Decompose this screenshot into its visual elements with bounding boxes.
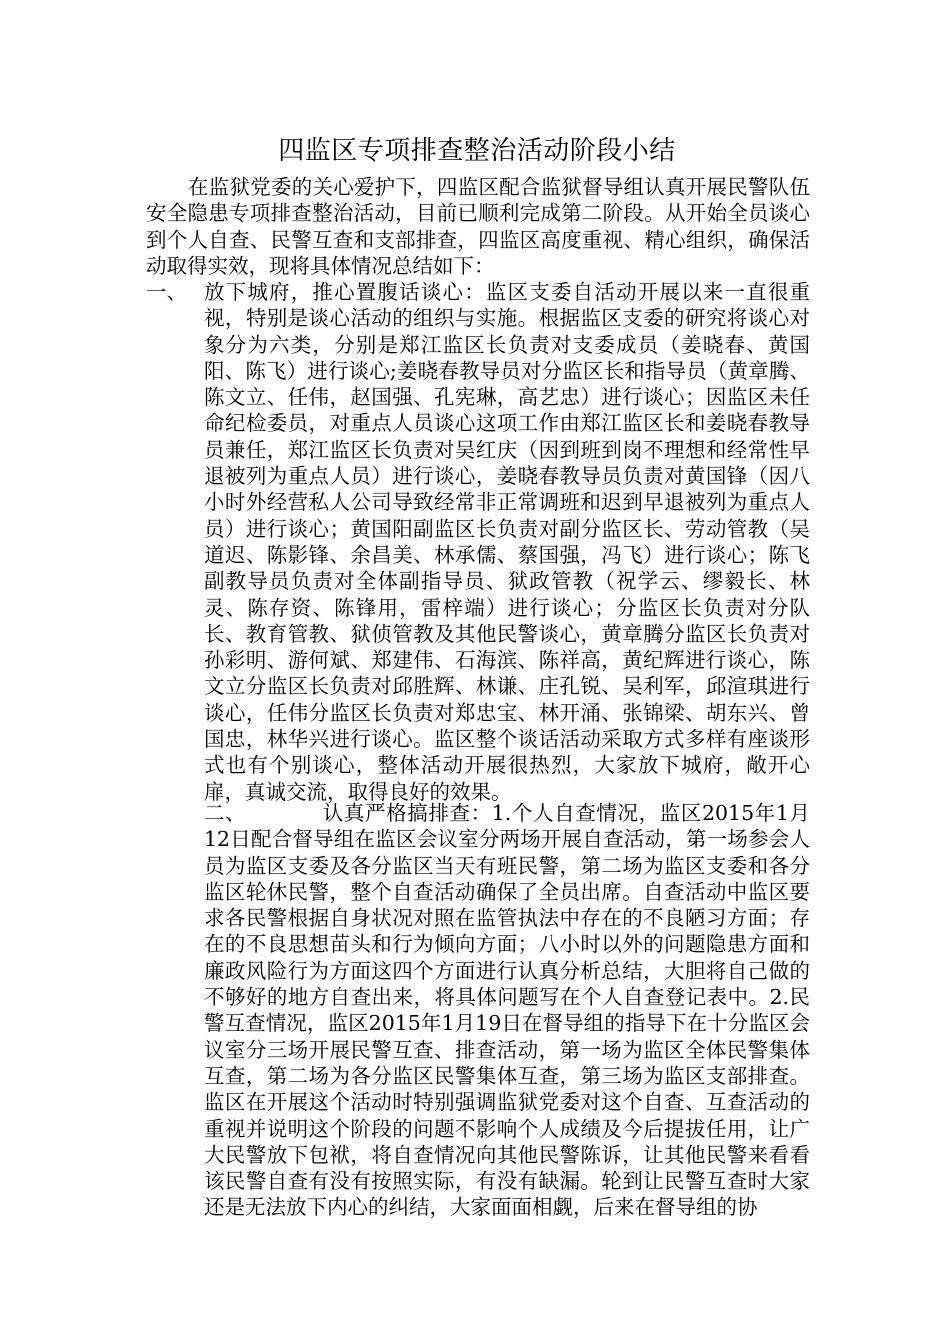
section-text: 认真严格搞排查：1.个人自查情况，监区2015年1月12日配合督导组在监区会议室分两场开展自查活动，第一场参会人员为监区支委及各分监区当天有班民警，第二场为监区支委和各分监区轮休民警，整个自查活动确保了全员出席。自查活动中监区要求各民警根据自身状况对照在监管执法中存在的不良陋习方面；存在的不良思想苗头和行为倾向方面；八小时以外的问题隐患方面和廉政风险行为方面这四个方面进行认真分析总结，大胆将自己做的不够好的地方自查出来，将具体问题写在个人自查登记表中。2.民警互查情况，监区2015年1月19日在督导组的指导下在十分监区会议室分三场开展民警互查、排查活动，第一场为监区全体民警集体互查，第二场为各分监区民警集体互查，第三场为监区支部排查。监区在开展这个活动时特别强调监狱党委对这个自查、互查活动的重视并说明这个阶段的问题不影响个人成绩及今后提拔任用，让广大民警放下包袱，将自查情况向其他民警陈诉，让其他民警来看看该民警自查有没有按照实际，有没有缺漏。轮到让民警互查时大家还是无法放下内心的纠结，大家面面相觑，后来在督导组的协 [204,801,810,1220]
section-number: 二、 [204,801,247,825]
section-number: 一、 [146,280,187,304]
section-two [146,800,810,1221]
section-body: 放下城府，推心置腹话谈心：监区支委自活动开展以来一直很重视，特别是谈心活动的组织与实施。根据监区支委的研究将谈心对象分为六类，分别是郑江监区长负责对支委成员（姜晓春、黄国阳、陈飞）进行谈心;姜晓春教导员对分监区长和指导员（黄章腾、陈文立、任伟，赵国强、孔宪琳，高艺忠）进行谈心；因监区未任命纪检委员，对重点人员谈心这项工作由郑江监区长和姜晓春教导员兼任，郑江监区长负责对吴红庆（因到班到岗不理想和经常性早退被列为重点人员）进行谈心，姜晓春教导员负责对黄国锋（因八小时外经营私人公司导致经常非正常调班和迟到早退被列为重点人员）进行谈心；黄国阳副监区长负责对副分监区长、劳动管教（吴道迟、陈影锋、余昌美、林承儒、蔡国强，冯飞）进行谈心；陈飞副教导员负责对全体副指导员、狱政管教（祝学云、缪毅长、林灵、陈存资、陈锋用，雷梓端）进行谈心；分监区长负责对分队长、教育管教、狱侦管教及其他民警谈心，黄章腾分监区长负责对孙彩明、游何斌、郑建伟、石海滨、陈祥高，黄纪辉进行谈心，陈文立分监区长负责对邱胜辉、林谦、庄孔锐、吴利军，邱渲琪进行谈心，任伟分监区长负责对郑忠宝、林开涌、张锦梁、胡东兴、曾国忠，林华兴进行谈心。监区整个谈话活动采取方式多样有座谈形式也有个别谈心，整体活动开展很热烈，大家放下城府，敞开心扉，真诚交流，取得良好的效果。 [204,280,810,804]
section-body [204,800,810,1221]
section-one [146,279,810,805]
document-title: 四监区专项排查整治活动阶段小结 [278,136,676,166]
intro-paragraph: 在监狱党委的关心爱护下，四监区配合监狱督导组认真开展民警队伍安全隐患专项排查整治活动，目前已顺利完成第二阶段。从开始全员谈心到个人自查、民警互查和支部排查，四监区高度重视、精心组织，确保活动取得实效，现将具体情况总结如下： [146,175,810,278]
